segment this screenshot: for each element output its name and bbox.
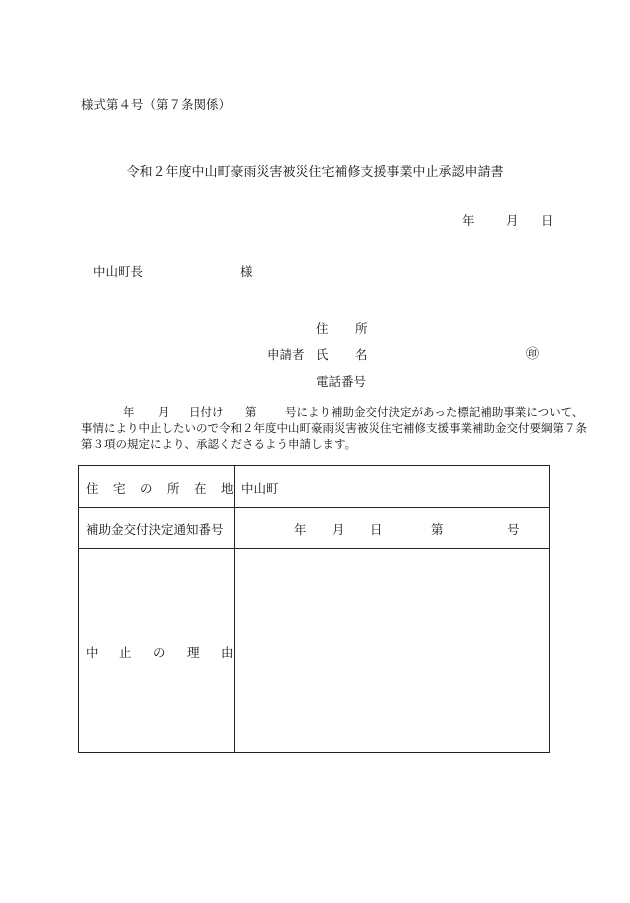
label-char: 住 bbox=[86, 481, 99, 496]
label-char: 理 bbox=[187, 645, 200, 660]
address-label-char-1: 住 bbox=[316, 321, 329, 336]
body-month-label: 月 bbox=[158, 405, 170, 419]
body-line-3: 第３項の規定により、承認くださるよう申請します。 bbox=[81, 437, 357, 451]
notice-dai-label: 第 bbox=[431, 522, 444, 537]
label-char: 宅 bbox=[113, 481, 126, 496]
seal-mark: ㊞ bbox=[526, 347, 540, 362]
body-dated-label: 日付け bbox=[189, 405, 224, 419]
date-day-label: 日 bbox=[541, 213, 554, 228]
addressee-name: 中山町長 bbox=[93, 264, 144, 279]
table-row-divider-1 bbox=[79, 507, 549, 508]
name-label-char-2: 名 bbox=[355, 347, 368, 362]
table-column-divider bbox=[234, 466, 235, 752]
body-line-1-rest: 号により補助金交付決定があった標記補助事業について、 bbox=[285, 405, 584, 419]
label-char: 地 bbox=[221, 481, 234, 496]
notice-day-label: 日 bbox=[370, 522, 383, 537]
notice-go-label: 号 bbox=[507, 522, 520, 537]
date-year-label: 年 bbox=[462, 213, 475, 228]
label-char: 中 bbox=[86, 645, 99, 660]
form-number: 様式第４号（第７条関係） bbox=[81, 97, 232, 112]
label-char: の bbox=[153, 645, 166, 660]
name-label-char-1: 氏 bbox=[316, 347, 329, 362]
label-char: 止 bbox=[119, 645, 132, 660]
date-month-label: 月 bbox=[506, 213, 519, 228]
cancellation-reason-label bbox=[86, 643, 234, 660]
address-label-char-2: 所 bbox=[355, 321, 368, 336]
application-table bbox=[78, 465, 550, 753]
body-line-2: 事情により中止したいので令和２年度中山町豪雨災害被災住宅補修支援事業補助金交付要綱第７条 bbox=[81, 421, 587, 435]
document-title: 令和２年度中山町豪雨災害被災住宅補修支援事業中止承認申請書 bbox=[126, 165, 504, 180]
notice-year-label: 年 bbox=[294, 522, 307, 537]
label-char: の bbox=[140, 481, 153, 496]
notice-month-label: 月 bbox=[332, 522, 345, 537]
addressee-honorific: 様 bbox=[240, 264, 253, 279]
label-char: 所 bbox=[167, 481, 180, 496]
subsidy-notice-number-label: 補助金交付決定通知番号 bbox=[86, 522, 224, 537]
table-row-divider-2 bbox=[79, 548, 549, 549]
body-year-label: 年 bbox=[123, 405, 135, 419]
label-char: 在 bbox=[194, 481, 207, 496]
body-dai-label: 第 bbox=[245, 405, 257, 419]
house-location-value: 中山町 bbox=[241, 481, 279, 496]
applicant-role-label: 申請者 bbox=[267, 347, 305, 362]
phone-label: 電話番号 bbox=[316, 374, 367, 389]
label-char: 由 bbox=[221, 645, 234, 660]
house-location-label bbox=[86, 479, 234, 496]
